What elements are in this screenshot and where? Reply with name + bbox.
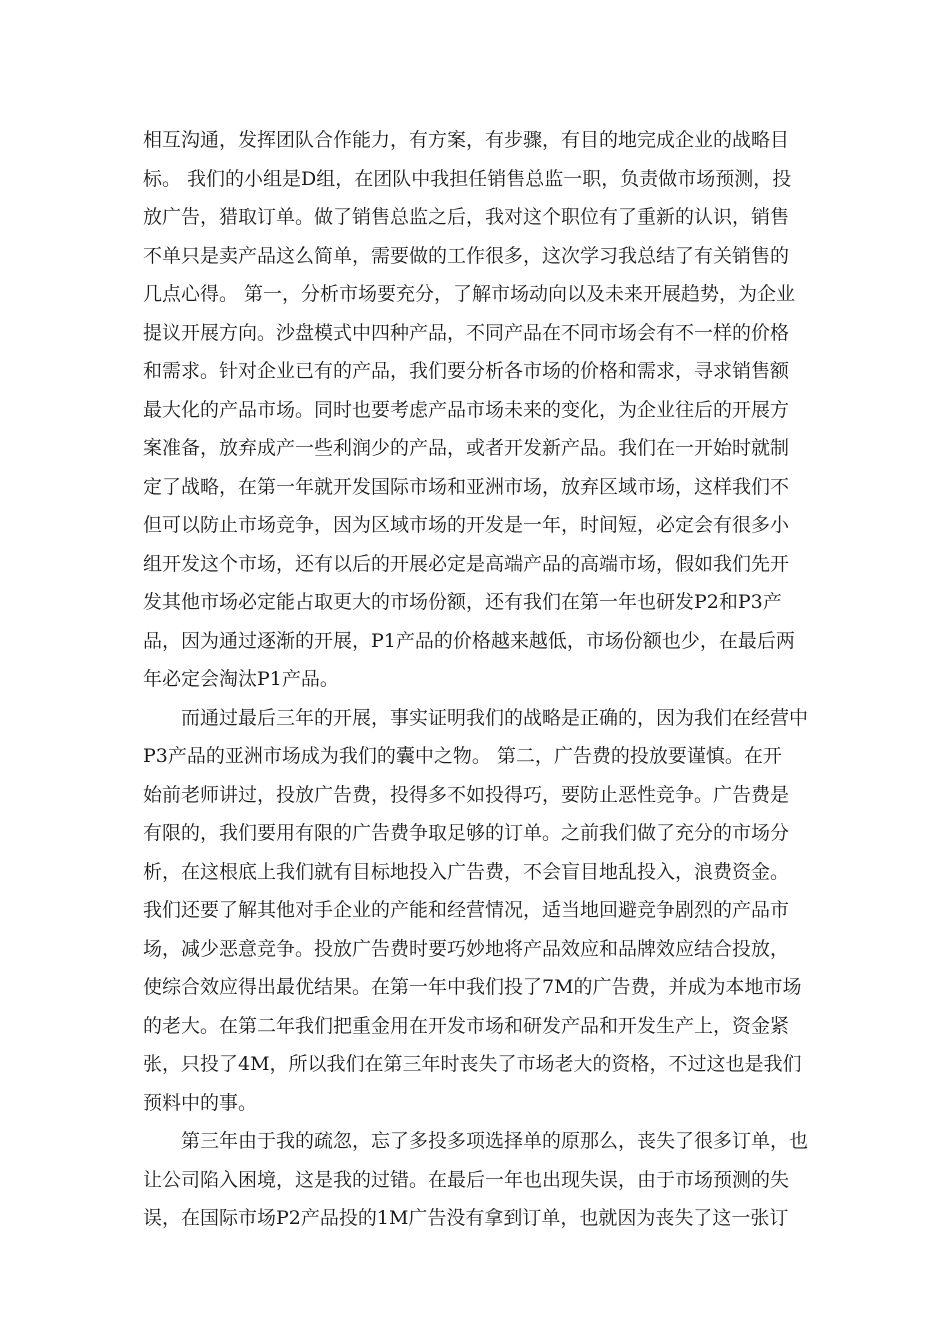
text-line: 但可以防止市场竞争，因为区域市场的开发是一年，时间短，必定会有很多小	[143, 514, 790, 536]
text-line: 和需求。针对企业已有的产品，我们要分析各市场的价格和需求，寻求销售额	[143, 360, 790, 382]
text-line: 误，在国际市场P2产品投的1M广告没有拿到订单，也就因为丧失了这一张订	[143, 1207, 789, 1229]
text-line: 我们还要了解其他对手企业的产能和经营情况，适当地回避竞争剧烈的产品市	[143, 899, 790, 921]
text-line: 案准备，放弃成产一些利润少的产品，或者开发新产品。我们在一开始时就制	[143, 437, 790, 459]
text-line: 使综合效应得出最优结果。在第一年中我们投了7M的广告费，并成为本地市场	[143, 976, 802, 998]
text-line: 提议开展方向。沙盘模式中四种产品，不同产品在不同市场会有不一样的价格	[143, 321, 790, 344]
text-line: 让公司陷入困境，这是我的过错。在最后一年也出现失误，由于市场预测的失	[143, 1168, 790, 1191]
text-line: 而通过最后三年的开展，事实证明我们的战略是正确的，因为我们在经营中	[143, 706, 809, 729]
text-line: 的老大。在第二年我们把重金用在开发市场和研发产品和开发生产上，资金紧	[143, 1014, 790, 1037]
body-text	[143, 121, 823, 1238]
text-line: 不单只是卖产品这么简单，需要做的工作很多，这次学习我总结了有关销售的	[143, 244, 790, 267]
text-line: 相互沟通，发挥团队合作能力，有方案，有步骤，有目的地完成企业的战略目	[143, 129, 790, 151]
text-line: 场，减少恶意竞争。投放广告费时要巧妙地将产品效应和品牌效应结合投放，	[143, 937, 790, 960]
text-line: 张，只投了4M，所以我们在第三年时丧失了市场老大的资格，不过这也是我们	[143, 1053, 802, 1075]
text-line: 品，因为通过逐渐的开展，P1产品的价格越来越低，市场份额也少，在最后两	[143, 629, 795, 652]
text-line: 预料中的事。	[143, 1091, 258, 1114]
text-line: 标。 我们的小组是D组，在团队中我担任销售总监一职，负责做市场预测，投	[143, 167, 792, 190]
text-line: 第三年由于我的疏忽，忘了多投多项选择单的原那么，丧失了很多订单，也	[143, 1130, 809, 1152]
text-line: 几点心得。 第一，分析市场要充分，了解市场动向以及未来开展趋势，为企业	[143, 283, 796, 305]
text-line: 发其他市场必定能占取更大的市场份额，还有我们在第一年也研发P2和P3产	[143, 591, 782, 613]
text-line: 析，在这根底上我们就有目标地投入广告费，不会盲目地乱投入，浪费资金。	[143, 860, 790, 883]
text-line: P3产品的亚洲市场成为我们的囊中之物。 第二，广告费的投放要谨慎。在开	[143, 745, 782, 767]
text-line: 组开发这个市场，还有以后的开展必定是高端产品的高端市场，假如我们先开	[143, 552, 790, 575]
text-line: 有限的，我们要用有限的广告费争取足够的订单。之前我们做了充分的市场分	[143, 822, 790, 844]
text-line: 始前老师讲过，投放广告费，投得多不如投得巧，要防止恶性竞争。广告费是	[143, 783, 790, 806]
text-line: 放广告，猎取订单。做了销售总监之后，我对这个职位有了重新的认识，销售	[143, 206, 790, 228]
text-line: 最大化的产品市场。同时也要考虑产品市场未来的变化，为企业往后的开展方	[143, 398, 790, 421]
text-line: 定了战略，在第一年就开发国际市场和亚洲市场，放弃区域市场，这样我们不	[143, 475, 790, 498]
text-line: 年必定会淘汰P1产品。	[143, 668, 339, 690]
